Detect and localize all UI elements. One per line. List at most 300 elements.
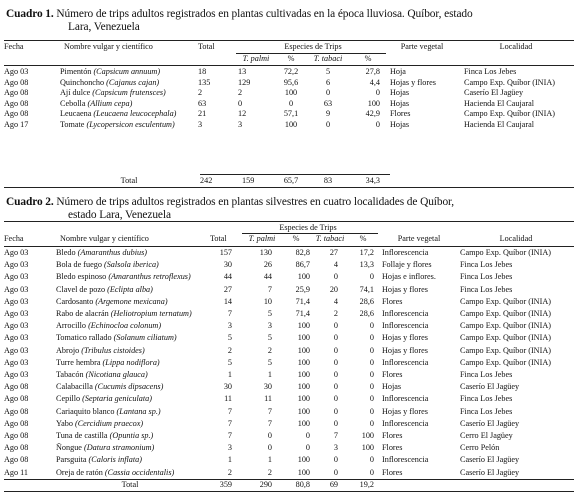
cell-tabaci: 0 <box>325 120 331 129</box>
cell-nombre-vulgar: Rabo de alacrán <box>56 309 109 318</box>
cell-nombre-cientifico: (Cercidium praecox) <box>74 418 144 428</box>
cell-nombre-cientifico: (Amaranthus dubius) <box>77 248 147 257</box>
cell-nombre <box>56 285 208 295</box>
table2-caption <box>6 196 572 222</box>
cell-pct1: 100 <box>297 467 310 477</box>
cell-total: 3 <box>227 443 232 453</box>
cell-nombre <box>56 455 208 465</box>
table2-total-tabaci: 69 <box>329 480 338 489</box>
cell-pct1: 100 <box>297 345 310 355</box>
cell-nombre-vulgar: Tuna de castilla <box>56 431 108 440</box>
cell-nombre-vulgar: Ñongue <box>56 443 82 453</box>
cell-nombre-cientifico: (Caloris inflata) <box>88 455 142 465</box>
table-row <box>4 99 574 109</box>
cell-nombre <box>56 321 208 331</box>
table2-header-tabaci: T. tabaci <box>315 234 345 243</box>
cell-parte: Hojas y flores <box>382 406 428 416</box>
table-row <box>4 333 574 343</box>
table2-total-label: Total <box>121 480 139 489</box>
cell-pct2: 28,6 <box>359 296 374 306</box>
cell-nombre-cientifico: (Lippa nodiflora) <box>102 357 160 367</box>
cell-pct2: 0 <box>369 406 374 416</box>
cell-localidad: Campo Exp. Quíbor (INIA) <box>460 296 551 306</box>
cell-pct1: 72,2 <box>283 67 299 76</box>
table-row <box>4 272 574 282</box>
cell-localidad: Cerro El Jagüey <box>460 431 513 440</box>
cell-tabaci: 4 <box>333 260 338 270</box>
cell-palmi: 0 <box>267 443 272 453</box>
cell-pct2: 0 <box>375 88 380 98</box>
cell-pct2: 0 <box>369 418 374 428</box>
cell-nombre-cientifico: (Capsicum frutensces) <box>92 88 166 98</box>
cell-pct1: 100 <box>284 120 298 129</box>
cell-nombre-vulgar: Cariaquito blanco <box>56 406 115 416</box>
cell-nombre-cientifico: (Echinocloa colonum) <box>88 321 162 331</box>
table2-header-pct2: % <box>359 234 367 243</box>
cell-nombre-cientifico: (Argemone mexicana) <box>95 296 168 306</box>
table-row <box>4 370 574 380</box>
table1-top-rule <box>4 40 574 41</box>
cell-tabaci: 63 <box>323 98 333 108</box>
table2-header-row2 <box>4 234 574 244</box>
table2-header-localidad: Localidad <box>499 234 533 243</box>
cell-palmi: 10 <box>263 296 272 306</box>
cell-palmi: 12 <box>238 109 247 119</box>
cell-total: 30 <box>223 260 232 270</box>
table1-total-label: Total <box>120 176 138 185</box>
table1-total-total: 242 <box>200 176 213 185</box>
cell-fecha: Ago 03 <box>4 272 29 282</box>
table-row <box>4 321 574 331</box>
cell-pct1: 100 <box>297 272 310 282</box>
cell-fecha: Ago 03 <box>4 296 29 306</box>
cell-parte: Inflorescencia <box>382 394 429 404</box>
cell-total: 30 <box>223 382 232 392</box>
cell-localidad: Caserío El Jagüey <box>460 382 520 392</box>
cell-parte: Inflorescencia <box>382 309 429 318</box>
cell-pct1: 100 <box>297 382 310 392</box>
cell-parte: Hojas y flores <box>390 77 436 87</box>
cell-pct2: 100 <box>367 98 380 108</box>
cell-total: 7 <box>227 431 232 440</box>
cell-fecha: Ago 11 <box>4 467 29 477</box>
cell-palmi: 5 <box>267 357 272 367</box>
cell-pct1: 95,6 <box>283 77 299 87</box>
cell-nombre-vulgar: Tomatico rallado <box>56 333 112 343</box>
cell-localidad: Finca Los Jebes <box>460 394 513 404</box>
cell-tabaci: 0 <box>333 272 338 282</box>
cell-nombre-vulgar: Ají dulce <box>60 88 91 98</box>
cell-palmi: 2 <box>267 467 272 477</box>
cell-parte: Follaje y flores <box>382 260 432 270</box>
cell-nombre <box>56 468 208 478</box>
cell-parte: Hojas <box>390 120 410 129</box>
cell-tabaci: 7 <box>333 431 338 440</box>
cell-fecha: Ago 08 <box>4 406 29 416</box>
cell-pct2: 13,3 <box>359 260 374 270</box>
cell-tabaci: 0 <box>333 394 338 404</box>
cell-nombre-vulgar: Leucaena <box>60 109 92 119</box>
cell-nombre-cientifico: (Septaria geniculata) <box>82 394 152 404</box>
table1-header-row1 <box>4 42 574 52</box>
cell-fecha: Ago 08 <box>4 431 29 440</box>
cell-tabaci: 0 <box>333 418 338 428</box>
table2-total-pct1: 80,8 <box>295 480 310 489</box>
table2-total-row <box>4 480 574 490</box>
cell-localidad: Hacienda El Caujaral <box>464 98 535 108</box>
cell-pct1: 71,4 <box>295 309 310 318</box>
cell-pct1: 100 <box>297 321 310 331</box>
table1-total-pct2: 34,3 <box>365 176 380 185</box>
cell-nombre-vulgar: Cardosanto <box>56 296 94 306</box>
cell-total: 44 <box>223 272 232 282</box>
cell-nombre <box>60 67 202 77</box>
cell-pct1: 100 <box>297 455 310 465</box>
cell-nombre <box>56 248 208 258</box>
cell-parte: Hojas <box>390 98 410 108</box>
cell-parte: Flores <box>382 431 403 440</box>
cell-palmi: 7 <box>267 284 272 294</box>
cell-pct2: 17,2 <box>359 248 374 257</box>
table-row <box>4 468 574 478</box>
cell-nombre <box>60 78 202 88</box>
table-row <box>4 431 574 441</box>
cell-nombre-vulgar: Arrocillo <box>56 321 87 331</box>
cell-tabaci: 0 <box>333 321 338 331</box>
cell-fecha: Ago 03 <box>4 333 29 343</box>
table-row <box>4 297 574 307</box>
cell-total: 11 <box>224 394 232 404</box>
cell-localidad: Caserío El Jagüey <box>460 467 520 477</box>
cell-fecha: Ago 08 <box>4 88 29 98</box>
table1-total-tabaci: 83 <box>323 176 333 185</box>
table1-header-tabaci: T. tabaci <box>313 54 343 63</box>
cell-palmi: 13 <box>238 67 247 76</box>
cell-nombre-cientifico: (Datura stramonium) <box>83 443 155 453</box>
cell-nombre-vulgar: Yabo <box>56 418 73 428</box>
cell-nombre-vulgar: Parsguita <box>56 455 87 465</box>
table1-total-palmi: 159 <box>242 176 255 185</box>
cell-parte: Inflorescencia <box>382 357 429 367</box>
cell-total: 2 <box>227 345 232 355</box>
table1-header-pct1: % <box>287 54 295 63</box>
cell-localidad: Campo Exp. Quíbor (INIA) <box>464 109 555 119</box>
cell-tabaci: 0 <box>333 357 338 367</box>
table2-header-rule <box>4 246 574 247</box>
cell-pct2: 27,8 <box>365 67 380 76</box>
cell-fecha: Ago 03 <box>4 357 29 367</box>
cell-parte: Hoja <box>390 67 406 76</box>
cell-tabaci: 4 <box>333 296 338 306</box>
cell-pct2: 0 <box>369 345 374 355</box>
cell-nombre <box>56 358 208 368</box>
cell-fecha: Ago 03 <box>4 345 29 355</box>
table-row <box>4 88 574 98</box>
cell-total: 1 <box>227 370 232 379</box>
table2-header-row1 <box>4 223 574 233</box>
table-row <box>4 285 574 295</box>
cell-palmi: 0 <box>238 98 243 108</box>
cell-pct1: 57,1 <box>283 109 299 119</box>
cell-pct2: 42,9 <box>365 109 380 119</box>
cell-fecha: Ago 03 <box>4 284 29 294</box>
cell-parte: Hojas e inflores. <box>382 272 436 282</box>
cell-pct1: 0 <box>305 431 310 440</box>
table-row <box>4 407 574 417</box>
cell-total: 2 <box>198 88 203 98</box>
table2-total-bottom-rule <box>4 491 574 492</box>
cell-palmi: 1 <box>267 455 272 465</box>
cell-total: 157 <box>219 248 232 257</box>
cell-palmi: 5 <box>267 309 272 318</box>
cell-total: 14 <box>223 296 232 306</box>
cell-pct1: 100 <box>297 394 310 404</box>
table2-header-total: Total <box>210 234 227 243</box>
cell-tabaci: 5 <box>325 67 331 76</box>
table-row <box>4 455 574 465</box>
cell-parte: Flores <box>382 370 403 379</box>
cell-localidad: Campo Exp. Quíbor (INIA) <box>460 357 551 367</box>
cell-localidad: Cerro Pelón <box>460 443 500 453</box>
table2-header-especies: Especies de Trips <box>279 223 337 232</box>
cell-pct1: 25,9 <box>295 284 310 294</box>
cell-parte: Hojas <box>382 382 402 392</box>
cell-parte: Inflorescencia <box>382 321 429 331</box>
cell-nombre-vulgar: Quinchoncho <box>60 77 105 87</box>
cell-pct2: 0 <box>369 382 374 392</box>
table1-header-total: Total <box>198 42 215 51</box>
cell-nombre <box>56 443 208 453</box>
cell-parte: Inflorescencia <box>382 248 429 257</box>
table-row <box>4 260 574 270</box>
cell-total: 5 <box>227 333 232 343</box>
table1-header-fecha: Fecha <box>4 42 24 51</box>
cell-nombre-vulgar: Turre hembra <box>56 357 101 367</box>
cell-nombre-vulgar: Abrojo <box>56 345 80 355</box>
table-row <box>4 67 574 77</box>
cell-nombre <box>60 120 202 130</box>
cell-parte: Flores <box>382 296 403 306</box>
table1-header-pct2: % <box>364 54 372 63</box>
cell-nombre-vulgar: Calabacilla <box>56 382 93 392</box>
cell-parte: Hojas y flores <box>382 345 428 355</box>
cell-pct1: 100 <box>297 370 310 379</box>
cell-nombre-cientifico: (Amaranthus retroflexus) <box>108 272 191 282</box>
cell-parte: Hojas <box>390 88 410 98</box>
cell-nombre <box>56 333 208 343</box>
table-row <box>4 78 574 88</box>
cell-pct2: 0 <box>369 333 374 343</box>
cell-nombre <box>56 297 208 307</box>
cell-localidad: Campo Exp. Quíbor (INIA) <box>460 333 551 343</box>
cell-fecha: Ago 08 <box>4 77 29 87</box>
cell-pct1: 100 <box>284 88 298 98</box>
table-row <box>4 358 574 368</box>
cell-nombre-cientifico: (Cucumis dipsacens) <box>94 382 164 392</box>
table1-total-row <box>4 176 574 186</box>
cell-nombre-cientifico: (Tribulus cistoides) <box>81 345 145 355</box>
table1-total-pct1: 65,7 <box>283 176 299 185</box>
cell-nombre-vulgar: Cebolla <box>60 98 86 108</box>
table2-header-palmi: T. palmi <box>248 234 276 243</box>
table2-total-pct2: 19,2 <box>359 480 374 489</box>
cell-fecha: Ago 03 <box>4 370 29 379</box>
cell-fecha: Ago 03 <box>4 321 29 331</box>
cell-localidad: Campo Exp. Quíbor (INIA) <box>460 248 551 257</box>
table1-header-rule <box>4 65 574 66</box>
cell-nombre-cientifico: (Eclipta alba) <box>107 284 153 294</box>
cell-fecha: Ago 08 <box>4 394 29 404</box>
cell-palmi: 1 <box>267 370 272 379</box>
cell-total: 27 <box>223 284 232 294</box>
cell-palmi: 3 <box>238 120 243 129</box>
table1-header-row2 <box>4 54 574 64</box>
cell-pct2: 0 <box>369 455 374 465</box>
cell-parte: Hojas y flores <box>382 333 428 343</box>
cell-localidad: Caserío El Jagüey <box>464 88 524 98</box>
cell-nombre-cientifico: (Allium cepa) <box>87 98 133 108</box>
cell-pct1: 100 <box>297 357 310 367</box>
cell-nombre-vulgar: Tabacón <box>56 370 84 379</box>
table-row <box>4 443 574 453</box>
cell-nombre-vulgar: Tomate <box>60 120 85 129</box>
cell-total: 3 <box>227 321 232 331</box>
cell-localidad: Campo Exp. Quíbor (INIA) <box>460 345 551 355</box>
table-row <box>4 346 574 356</box>
table-row <box>4 120 574 130</box>
cell-localidad: Caserío El Jagüey <box>460 455 520 465</box>
cell-fecha: Ago 08 <box>4 455 29 465</box>
cell-tabaci: 27 <box>329 248 338 257</box>
cell-fecha: Ago 03 <box>4 309 29 318</box>
cell-nombre <box>60 109 202 119</box>
cell-localidad: Campo Exp. Quíbor (INIA) <box>464 77 555 87</box>
cell-palmi: 130 <box>259 248 272 257</box>
cell-total: 135 <box>198 77 211 87</box>
cell-palmi: 2 <box>267 345 272 355</box>
cell-pct2: 100 <box>361 431 374 440</box>
cell-nombre <box>56 260 208 270</box>
cell-total: 2 <box>227 467 232 477</box>
table1-total-rule <box>200 174 390 175</box>
cell-nombre <box>56 419 208 429</box>
cell-palmi: 7 <box>267 406 272 416</box>
cell-pct1: 100 <box>297 418 310 428</box>
cell-total: 7 <box>227 406 232 416</box>
table1-header-especies: Especies de Trips <box>284 42 342 51</box>
table1-caption-line1: Número de trips adultos registrados en plantas cultivadas en la época lluviosa. Quíbor, estado <box>56 8 473 20</box>
table2-header-nombre: Nombre vulgar y científico <box>60 234 149 243</box>
cell-tabaci: 3 <box>333 443 338 453</box>
cell-parte: Inflorescencia <box>382 418 429 428</box>
cell-nombre-cientifico: (Capsicum annuum) <box>93 67 161 76</box>
cell-nombre-cientifico: (Opuntia sp.) <box>109 431 154 440</box>
table-row <box>4 419 574 429</box>
cell-fecha: Ago 08 <box>4 443 29 453</box>
table1-caption-line2: Lara, Venezuela <box>68 21 140 33</box>
cell-pct2: 100 <box>361 443 374 453</box>
cell-pct2: 74,1 <box>359 284 374 294</box>
cell-localidad: Finca Los Jebes <box>460 272 513 282</box>
cell-fecha: Ago 08 <box>4 98 29 108</box>
cell-localidad: Campo Exp. Quíbor (INIA) <box>460 321 551 331</box>
table-row <box>4 382 574 392</box>
cell-tabaci: 20 <box>329 284 338 294</box>
cell-nombre <box>60 88 202 98</box>
cell-palmi: 11 <box>264 394 272 404</box>
table1-header-nombre: Nombre vulgar y científico <box>64 42 153 51</box>
table-row <box>4 309 574 319</box>
cell-localidad: Finca Los Jebes <box>464 67 517 76</box>
cell-localidad: Caserío El Jagüey <box>460 418 520 428</box>
cell-tabaci: 0 <box>333 467 338 477</box>
cell-tabaci: 6 <box>325 77 331 87</box>
cell-total: 18 <box>198 67 207 76</box>
cell-tabaci: 9 <box>325 109 331 119</box>
cell-nombre <box>56 346 208 356</box>
table2-header-pct1: % <box>292 234 300 243</box>
cell-palmi: 5 <box>267 333 272 343</box>
cell-total: 63 <box>198 98 207 108</box>
cell-nombre-cientifico: (Lantana sp.) <box>116 406 161 416</box>
cell-pct1: 71,4 <box>295 296 310 306</box>
cell-fecha: Ago 08 <box>4 418 29 428</box>
cell-total: 7 <box>227 309 232 318</box>
cell-nombre-cientifico: (Lycopersicon esculentum) <box>86 120 175 129</box>
cell-localidad: Hacienda El Caujaral <box>464 120 535 129</box>
cell-nombre <box>56 394 208 404</box>
cell-fecha: Ago 03 <box>4 260 29 270</box>
cell-fecha: Ago 03 <box>4 248 29 257</box>
cell-nombre-cientifico: (Heliotropium ternatum) <box>110 309 192 318</box>
cell-pct1: 82,8 <box>295 248 310 257</box>
cell-tabaci: 0 <box>333 382 338 392</box>
table-row <box>4 109 574 119</box>
cell-pct2: 28,6 <box>359 309 374 318</box>
cell-nombre <box>56 431 208 441</box>
cell-palmi: 0 <box>267 431 272 440</box>
cell-fecha: Ago 08 <box>4 382 29 392</box>
table2-caption-label: Cuadro 2. <box>6 196 54 208</box>
cell-localidad: Finca Los Jebes <box>460 260 513 270</box>
cell-localidad: Finca Los Jebes <box>460 284 513 294</box>
cell-nombre <box>56 382 208 392</box>
cell-localidad: Campo Exp. Quíbor (INIA) <box>460 309 551 318</box>
table2-header-fecha: Fecha <box>4 234 24 243</box>
cell-localidad: Finca Los Jebes <box>460 406 513 416</box>
cell-palmi: 30 <box>263 382 272 392</box>
cell-nombre-vulgar: Oreja de ratón <box>56 467 103 477</box>
table1-caption <box>6 8 572 34</box>
cell-tabaci: 0 <box>333 406 338 416</box>
table1-header-parte: Parte vegetal <box>400 42 444 51</box>
table2-header-parte: Parte vegetal <box>397 234 441 243</box>
cell-nombre-vulgar: Cepillo <box>56 394 81 404</box>
cell-pct2: 0 <box>369 357 374 367</box>
table1-header-palmi: T. palmi <box>242 54 270 63</box>
cell-fecha: Ago 17 <box>4 120 29 129</box>
cell-tabaci: 0 <box>333 333 338 343</box>
cell-pct2: 4,4 <box>369 77 380 87</box>
cell-nombre <box>60 99 202 109</box>
cell-nombre-cientifico: (Nicotiana glauca) <box>85 370 148 379</box>
cell-nombre-cientifico: (Leucaena leucocephala) <box>93 109 177 119</box>
table1 <box>4 40 574 190</box>
cell-pct2: 0 <box>369 394 374 404</box>
cell-fecha: Ago 03 <box>4 67 29 76</box>
table1-header-localidad: Localidad <box>499 42 533 51</box>
cell-nombre-cientifico: (Cassia occidentalis) <box>104 467 175 477</box>
